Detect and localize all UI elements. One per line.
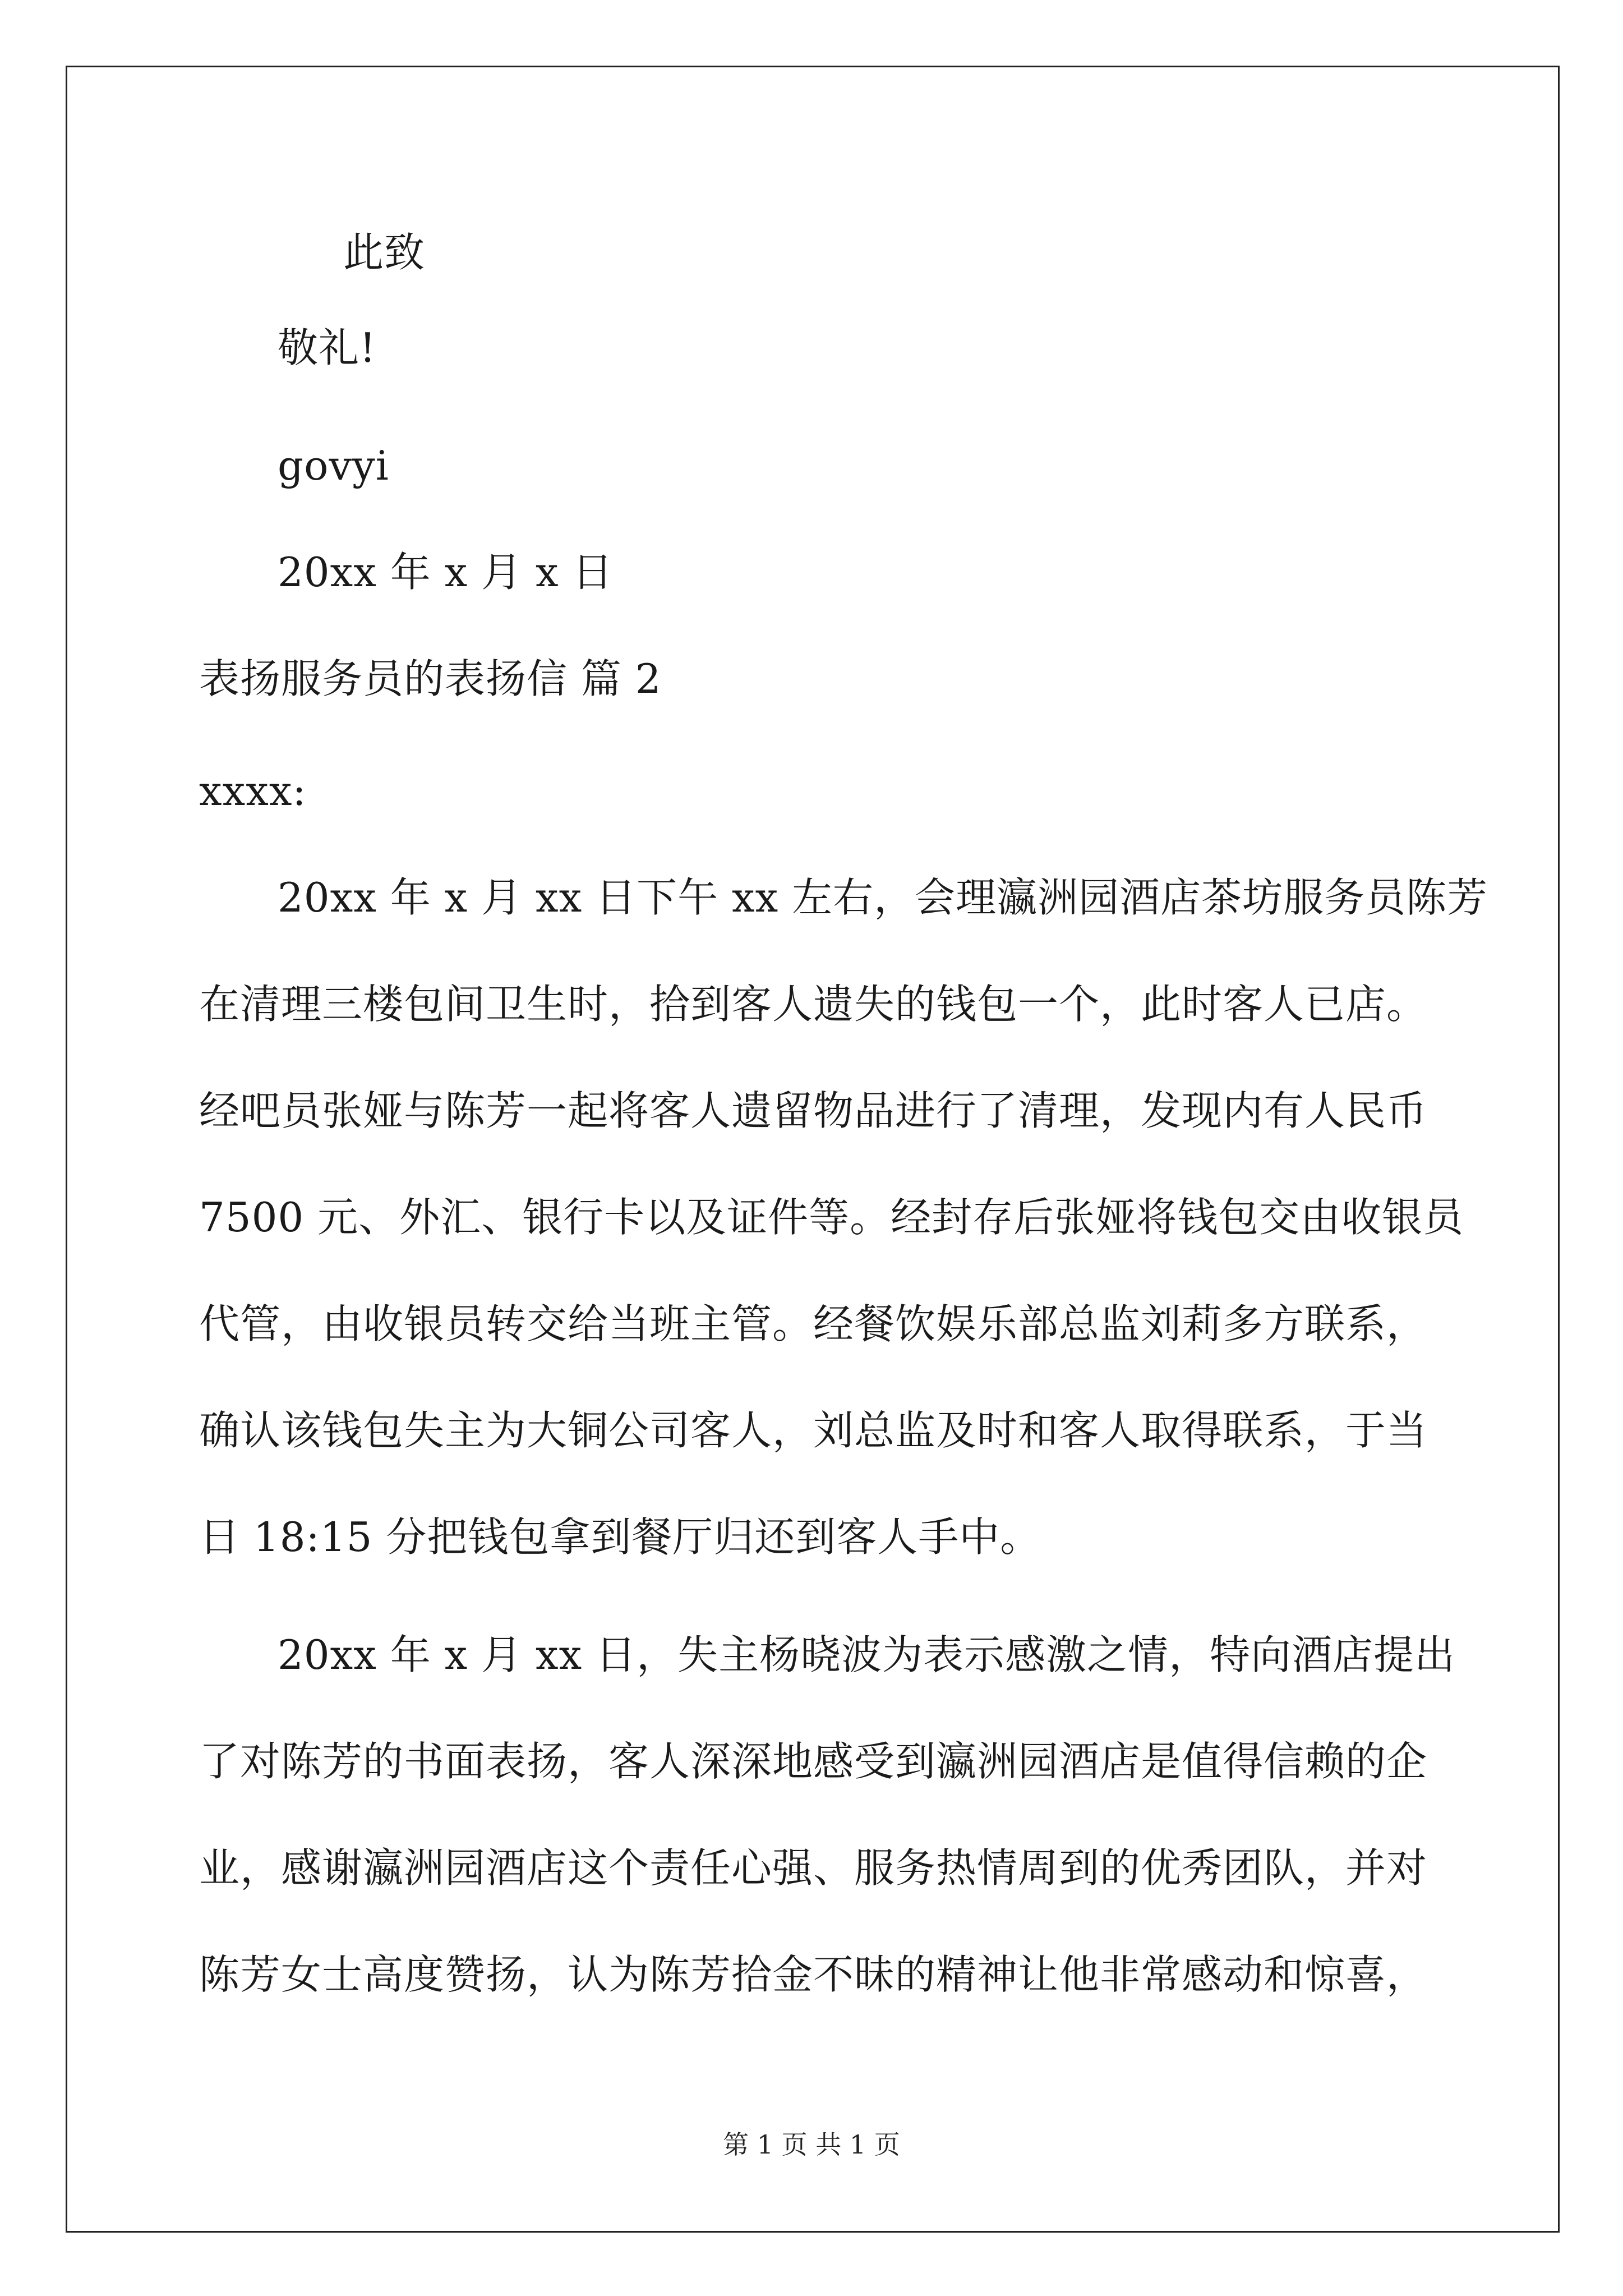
paragraph-line: 在清理三楼包间卫生时，拾到客人遗失的钱包一个，此时客人已店。 [199, 981, 1428, 1028]
paragraph-line: 7500 元、外汇、银行卡以及证件等。经封存后张娅将钱包交由收银员 [199, 1194, 1464, 1241]
signature: govyi [278, 442, 389, 489]
paragraph-line: 确认该钱包失主为大铜公司客人，刘总监及时和客人取得联系，于当 [199, 1407, 1428, 1454]
page-footer: 第 1 页 共 1 页 [723, 2129, 900, 2160]
paragraph-line: 陈芳女士高度赞扬，认为陈芳拾金不昧的精神让他非常感动和惊喜， [199, 1951, 1428, 1998]
paragraph-line: 日 18:15 分把钱包拿到餐厅归还到客人手中。 [199, 1513, 1041, 1561]
paragraph-line: 了对陈芳的书面表扬，客人深深地感受到瀛洲园酒店是值得信赖的企 [199, 1738, 1428, 1785]
section-title: 表扬服务员的表扬信 篇 2 [199, 655, 662, 702]
paragraph-line: 代管，由收银员转交给当班主管。经餐饮娱乐部总监刘莉多方联系， [199, 1300, 1428, 1347]
paragraph-line: 经吧员张娅与陈芳一起将客人遗留物品进行了清理，发现内有人民币 [199, 1087, 1428, 1134]
closing-salutation-1: 此致 [343, 229, 426, 276]
recipient-line: xxxx: [199, 767, 307, 815]
paragraph-line: 业，感谢瀛洲园酒店这个责任心强、服务热情周到的优秀团队，并对 [199, 1844, 1428, 1892]
paragraph-line: 20xx 年 x 月 xx 日下午 xx 左右，会理瀛洲园酒店茶坊服务员陈芳 [278, 874, 1488, 921]
paragraph-line: 20xx 年 x 月 xx 日，失主杨晓波为表示感激之情，特向酒店提出 [278, 1631, 1456, 1678]
letter-date: 20xx 年 x 月 x 日 [278, 549, 614, 596]
page-border [66, 66, 1560, 2233]
closing-salutation-2: 敬礼! [278, 324, 376, 371]
